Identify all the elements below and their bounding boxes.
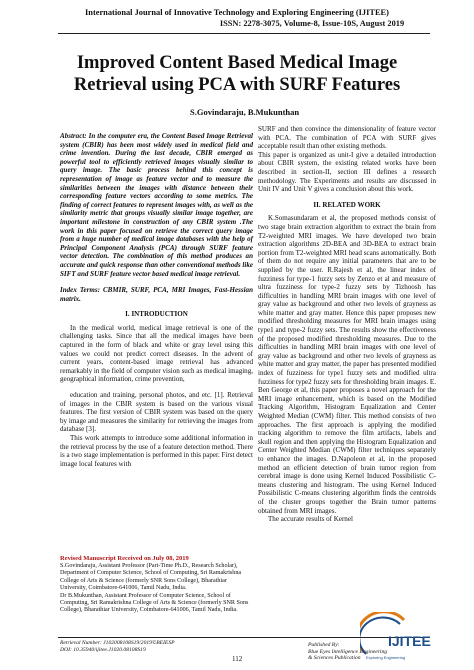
related-work-heading: II. RELATED WORK: [313, 200, 381, 209]
intro-paragraph-3: This work attempts to introduce some additional information in the retrieval process by the use of a feature detection method. There is a two stage implementation is performed in this paper. First detect image local features with: [60, 434, 253, 468]
right-column: [258, 125, 436, 524]
journal-name: International Journal of Innovative Technology and Exploring Engineering (IJITEE): [85, 8, 389, 17]
page-number: 112: [232, 655, 243, 663]
doi: DOI: 10.35940/ijitee.J1020.08108S19: [60, 647, 146, 653]
intro-paragraph-2: education and training, personal photos, and etc. [1]. Retrieval of images in the CBIR system is based on the various visual features. The first version of CBIR system was based on the query by image and measures the similarity for retrieving the images from database [3].: [60, 391, 253, 434]
intro-paragraph-1: In the medical world, medical image retrieval is one of the challenging tasks. Since that all the medical images have been captured in the form of black and white or gray level using this values we could not predict correct diseases. In the advent of current years, content-based image retrieval has advanced remarkably in the field of computer vision such as medical imaging, geographical information, crime prevention,: [60, 323, 253, 384]
logo-text: IJITEE: [388, 633, 431, 649]
published-by: Published By:: [308, 642, 340, 648]
journal-logo: [360, 612, 438, 664]
left-column: [60, 132, 253, 468]
revised-received-line: Revised Manuscript Received on July 08, 2019: [60, 555, 189, 562]
related-work-paragraph-2: The accurate results of Kernel: [268, 515, 353, 524]
journal-header: [0, 8, 474, 29]
index-terms: Index Terms: CBMIR, SURF, PCA, MRI Images, Fast-Hessian matrix.: [60, 286, 253, 303]
authors: S.Govindaraju, B.Mukunthan: [190, 107, 300, 117]
publisher-line-2: & Sciences Publication: [308, 655, 361, 662]
issn-line: ISSN: 2278-3075, Volume-8, Issue-10S, August 2019: [219, 18, 405, 28]
retrieval-number: Retrieval Number: J102008108S19/2019©BEIESP: [60, 640, 175, 646]
logo-ring-text: Exploring Engineering: [366, 655, 406, 660]
header-rule: [58, 33, 430, 34]
author-affiliation-1: S.Govindaraju, Assistant Professor (Part-Time Ph.D., Research Scholar), Department of Computer Science, School of Computing, Sri Ramakrishna College of Arts & Science (formerly SNR Sons College), Bharathiar University, Coimbatore-641006, Tamil Nadu, India.: [60, 563, 242, 591]
author-note: [60, 555, 253, 616]
abstract: Abstract: In the computer era, the Content Based Image Retrieval system (CBIR) has been most widely used in medical field and crime invention. During the last decade, CBIR emerged as powerful tool to efficiently retrieved images visually similar to query image. The basic process behind this concept is representation of image as feature vector and to measure the similarities between the images with distance between their corresponding feature vectors according to some metrics. The finding of correct features to represent images with, as well as the similarity metric that groups visually similar image together, are important milestone in construction of any CBIR system .The work in this paper focused on retrieve the correct query image from a huge number of medical image databases with the help of Principal Component Analysis (PCA) through SURF feature vector detection. The combination of this method produces an accurate and quick response than other conventional methods like SIFT and SURF feature vector based medical image retrieval.: [60, 132, 253, 278]
intro-heading: I. INTRODUCTION: [125, 310, 188, 319]
right-paragraph-2: This paper is organized as unit-I give a detailed introduction about CBIR system, the existing related works have been described in section-II, section III defines a research methodology. The Experiments and results are discussed in Unit IV and Unit V gives a conclusion about this work.: [258, 150, 436, 194]
paper-title: Improved Content Based Medical Image Retrieval using PCA with SURF Features: [73, 53, 401, 95]
related-work-paragraph: K.Somasundaram et al, the proposed methods consist of two stage brain extraction algorithm to extract the brain from T2-weighted MRI images. We have developed two brain extraction algorithms 2D-BEA and 3D-BEA to extract brain portion from T2-weighted MRI head scans automatically. Both of them do not require any initial parameters that are to be supplied by the user. R.Rajesh et al, the linear index of fuzziness for type-1 fuzzy sets by Zenzo et al and measure of ultra fuzziness for type-2 fuzzy sets by Tizhoosh has difficulties in handling MRI brain images with one level of gray value as background and other two levels of grayness as white matter and gray matter. Hence this paper proposes new modified thresholding measures for MRI brain images using type1 and type-2 fuzzy sets. The results show the effectiveness of the proposed modified thresholding measures. Due to the difficulties in handling MRI brain images with one level of gray value as background and other two levels of grayness as white matter and gray matter, the paper has presented modified index of fuzziness for type1 fuzzy sets and modified ultra fuzziness for type2 fuzzy sets for thresholding brain images. E. Ben George et al, this paper proposes a novel approach for the MRI image enhancement, which is based on the Modified Tracking Algorithm, Histogram Equalization and Center Weighted Median (CWM) filter. This method consists of two approaches. The first approach is applying the modified tracking algorithm to remove the film artifacts, labels and skull region and then applying the Histogram Equalization and Center Weighted Median (CWM) filter techniques separately to enhance the images. D.Napoleon et al, in the proposed method an efficient detection of brain tumor region from cerebral image is done using Kernel Induced Possibilistic C-means clustering and histogram. The using Kernel Induced Possibilistic C-means clustering algorithm finds the centroids of the cluster groups together the Brain tumor patterns obtained from MRI images.: [258, 214, 436, 515]
right-paragraph-1: SURF and then convince the dimensionality of feature vector with PCA. The combination of PCA with SURF gives acceptable result than other existing methods.: [258, 125, 436, 151]
footer-left: [60, 640, 175, 654]
author-affiliation-2: Dr B.Mukunthan, Assistant Professor of Computer Science, School of Computing, Sri Ramakrishna College of Arts & Science (formerly SNR Sons College), Bharathiar University, Coimbatore-641006, Tamil Nadu, India.: [60, 593, 249, 614]
publisher-line-1: Blue Eyes Intelligence Engineering: [308, 648, 388, 655]
